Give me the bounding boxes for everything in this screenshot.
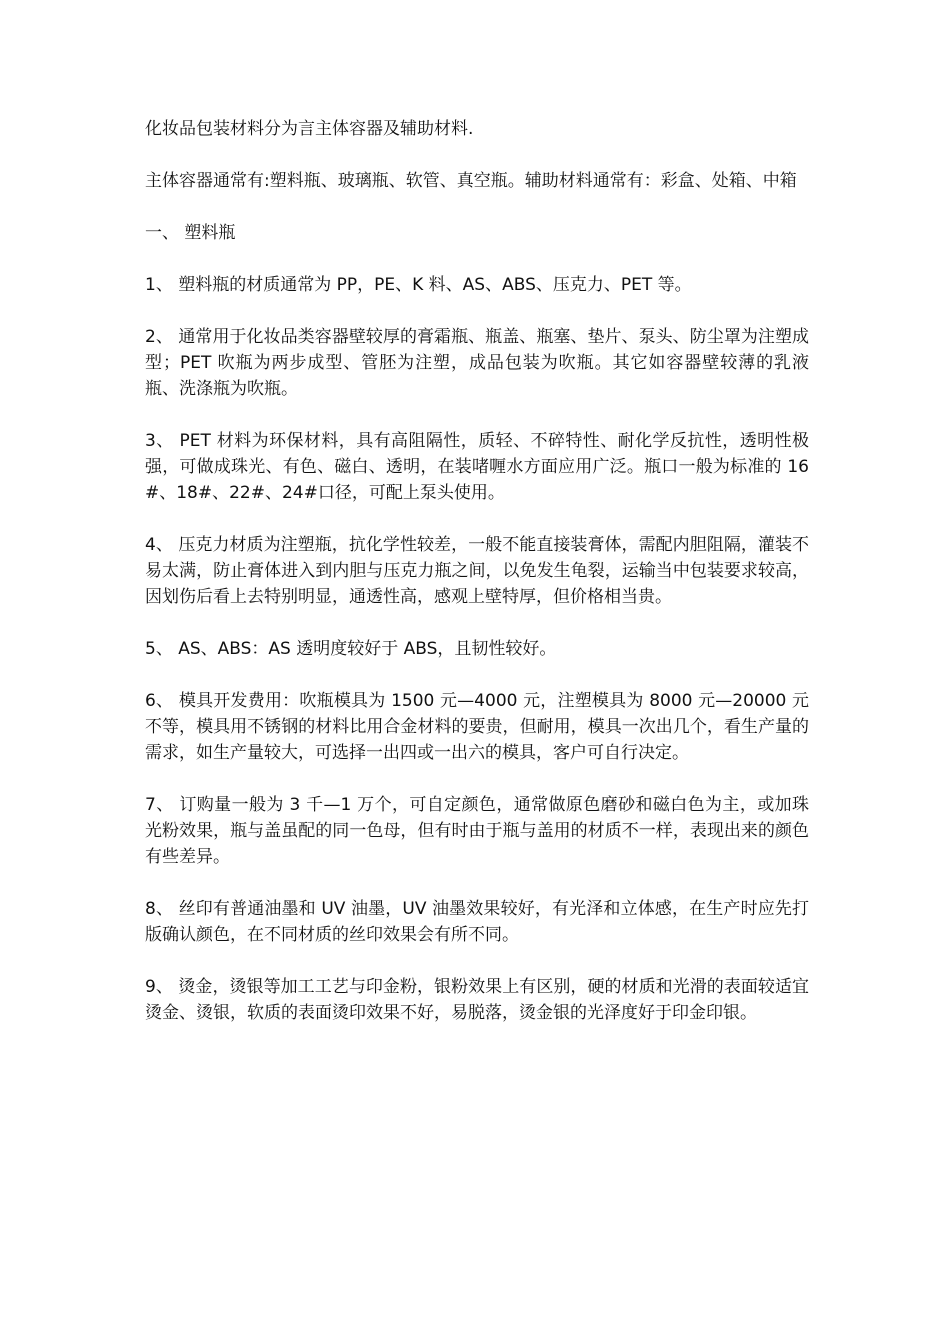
list-item: 2、 通常用于化妆品类容器壁较厚的膏霜瓶、瓶盖、瓶塞、垫片、泵头、防尘罩为注塑成型；PET 吹瓶为两步成型、管胚为注塑，成品包装为吹瓶。其它如容器壁较薄的乳液瓶、洗涤瓶为吹瓶。 <box>145 327 809 399</box>
document-page <box>145 116 809 1052</box>
intro-paragraph: 化妆品包装材料分为言主体容器及辅助材料. <box>145 119 474 139</box>
list-item: 3、 PET 材料为环保材料，具有高阻隔性，质轻、不碎特性、耐化学反抗性，透明性极强，可做成珠光、有色、磁白、透明，在装啫喱水方面应用广泛。瓶口一般为标准的 16#、18#、22#、24#口径，可配上泵头使用。 <box>145 431 809 503</box>
list-item: 7、 订购量一般为 3 千—1 万个，可自定颜色，通常做原色磨砂和磁白色为主，或加珠光粉效果，瓶与盖虽配的同一色母，但有时由于瓶与盖用的材质不一样，表现出来的颜色有些差异。 <box>145 795 809 867</box>
list-item: 5、 AS、ABS：AS 透明度较好于 ABS，且韧性较好。 <box>145 639 557 659</box>
summary-paragraph: 主体容器通常有:塑料瓶、玻璃瓶、软管、真空瓶。辅助材料通常有：彩盒、处箱、中箱 <box>145 171 797 191</box>
list-item: 8、 丝印有普通油墨和 UV 油墨，UV 油墨效果较好，有光泽和立体感，在生产时应先打版确认颜色，在不同材质的丝印效果会有所不同。 <box>145 899 809 945</box>
list-item: 9、 烫金，烫银等加工工艺与印金粉，银粉效果上有区别，硬的材质和光滑的表面较适宜烫金、烫银，软质的表面烫印效果不好，易脱落，烫金银的光泽度好于印金印银。 <box>145 977 809 1023</box>
list-item: 4、 压克力材质为注塑瓶，抗化学性较差，一般不能直接装膏体，需配内胆阻隔，灌装不易太满，防止膏体进入到内胆与压克力瓶之间，以免发生龟裂，运输当中包装要求较高，因划伤后看上去特别明显，通透性高，感观上壁特厚，但价格相当贵。 <box>145 535 809 607</box>
list-item: 1、 塑料瓶的材质通常为 PP，PE、K 料、AS、ABS、压克力、PET 等。 <box>145 275 692 295</box>
section-heading: 一、 塑料瓶 <box>145 223 236 243</box>
list-item: 6、 模具开发费用：吹瓶模具为 1500 元—4000 元，注塑模具为 8000 元—20000 元不等，模具用不锈钢的材料比用合金材料的要贵，但耐用，模具一次出几个，看生产量的需求，如生产量较大，可选择一出四或一出六的模具，客户可自行决定。 <box>145 691 809 763</box>
